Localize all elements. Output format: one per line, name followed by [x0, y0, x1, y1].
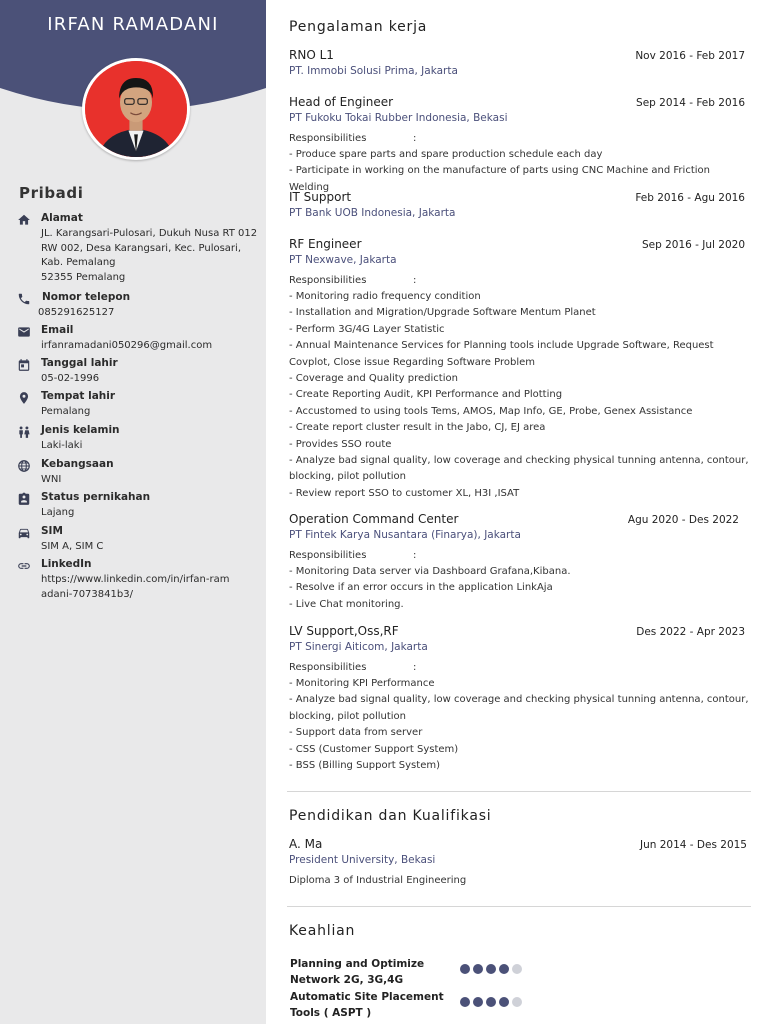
responsibility-item: - Accustomed to using tools Tems, AMOS, Map Info, GE, Probe, Genex Assistance — [289, 405, 693, 417]
section-divider — [287, 791, 751, 792]
responsibility-item: - Support data from server — [289, 727, 423, 739]
responsibility-item: - Perform 3G/4G Layer Statistic — [289, 323, 445, 335]
id-badge-icon — [17, 492, 31, 506]
phone-value: 085291625127 — [38, 307, 115, 318]
responsibility-item: - Analyze bad signal quality, low coverage and checking physical tunning antenna, contour, blocking, pilot pollution — [289, 694, 749, 722]
education-school: President University, Bekasi — [289, 854, 436, 866]
responsibility-item: - Annual Maintenance Services for Planning tools include Upgrade Software, Request Covplot, Close issue Regarding Software Problem — [289, 340, 714, 368]
responsibility-item: - BSS (Billing Support System) — [289, 760, 440, 772]
skill-name: Automatic Site Placement Tools ( ASPT ) — [290, 991, 444, 1019]
rating-dot-filled — [460, 964, 470, 974]
responsibility-item: - Monitoring Data server via Dashboard Grafana,Kibana. — [289, 566, 571, 577]
job-entry — [289, 48, 749, 82]
marital-status-value: Lajang — [41, 507, 75, 518]
personal-section-title: Pribadi — [19, 184, 84, 202]
responsibility-item: - Create report cluster result in the Jabo, CJ, EJ area — [289, 422, 546, 434]
job-title: Head of Engineer — [289, 95, 394, 109]
gender-value: Laki-laki — [41, 440, 83, 451]
driving-license-label: SIM — [41, 525, 63, 537]
responsibility-item: - Participate in working on the manufacture of parts using CNC Machine and Friction Welding — [289, 165, 710, 193]
job-title: Operation Command Center — [289, 512, 459, 526]
job-date: Feb 2016 - Agu 2016 — [635, 192, 745, 204]
education-detail: Diploma 3 of Industrial Engineering — [289, 875, 467, 886]
skill-rating — [460, 997, 522, 1007]
job-entry — [289, 95, 749, 193]
sidebar — [0, 0, 266, 1024]
responsibility-item: - Analyze bad signal quality, low coverage and checking physical tunning antenna, contour, blocking, pilot pollution — [289, 455, 749, 483]
responsibility-item: - Monitoring radio frequency condition — [289, 291, 481, 302]
rating-dot-filled — [486, 964, 496, 974]
responsibility-item: - Produce spare parts and spare production schedule each day — [289, 149, 603, 160]
skills-section-title: Keahlian — [289, 923, 356, 939]
responsibility-item: - Live Chat monitoring. — [289, 598, 404, 610]
link-icon — [17, 559, 31, 573]
responsibility-item: - Provides SSO route — [289, 438, 392, 450]
job-date: Agu 2020 - Des 2022 — [627, 514, 739, 526]
responsibility-item: - Review report SSO to customer XL, H3I ,ISAT — [289, 487, 520, 499]
responsibilities-label: Responsibilities : — [289, 133, 417, 144]
birth-date-value: 05-02-1996 — [41, 373, 100, 384]
job-date: Sep 2014 - Feb 2016 — [636, 97, 745, 109]
job-entry — [289, 237, 749, 507]
rating-dot-filled — [473, 964, 483, 974]
responsibility-item: - Create Reporting Audit, KPI Performance and Plotting — [289, 389, 563, 401]
phone-label: Nomor telepon — [42, 291, 131, 303]
responsibility-item: - Monitoring KPI Performance — [289, 678, 435, 689]
candidate-name: IRFAN RAMADANI — [47, 14, 219, 35]
education-entry — [289, 837, 749, 892]
phone-icon — [17, 292, 31, 306]
rating-dot-filled — [473, 997, 483, 1007]
responsibility-item: - Coverage and Quality prediction — [289, 373, 458, 385]
job-company: PT Sinergi Aiticom, Jakarta — [289, 641, 428, 653]
rating-dot-filled — [460, 997, 470, 1007]
address-value: JL. Karangsari-Pulosari, Dukuh Nusa RT 012 RW 002, Desa Karangsari, Kec. Pulosari, Kab. Pemalang 52355 Pemalang — [41, 228, 258, 283]
education-date: Jun 2014 - Des 2015 — [639, 839, 747, 851]
driving-license-value: SIM A, SIM C — [41, 541, 104, 552]
skill-name: Planning and Optimize Network 2G, 3G,4G — [290, 958, 425, 986]
email-icon — [17, 325, 31, 339]
job-responsibilities — [289, 676, 749, 774]
job-company: PT Fintek Karya Nusantara (Finarya), Jakarta — [289, 529, 521, 541]
job-entry — [289, 190, 749, 224]
rating-dot-empty — [512, 997, 522, 1007]
location-pin-icon — [17, 391, 31, 405]
responsibility-item: - CSS (Customer Support System) — [289, 743, 459, 755]
nationality-label: Kebangsaan — [41, 458, 114, 470]
job-title: LV Support,Oss,RF — [289, 624, 399, 638]
job-entry — [289, 512, 749, 617]
responsibilities-label: Responsibilities : — [289, 275, 417, 286]
education-degree: A. Ma — [289, 837, 323, 851]
section-divider — [287, 906, 751, 907]
linkedin-label: LinkedIn — [41, 558, 92, 570]
address-label: Alamat — [41, 212, 83, 224]
birth-date-label: Tanggal lahir — [41, 357, 118, 369]
responsibility-item: - Resolve if an error occurs in the application LinkAja — [289, 582, 553, 594]
linkedin-url[interactable]: https://www.linkedin.com/in/irfan-ramadani-7073841b3/ — [41, 574, 230, 600]
job-date: Nov 2016 - Feb 2017 — [635, 50, 745, 62]
job-responsibilities — [289, 564, 749, 613]
profile-photo — [82, 58, 190, 160]
responsibilities-label: Responsibilities : — [289, 662, 417, 673]
calendar-icon — [17, 358, 31, 372]
education-section-title: Pendidikan dan Kualifikasi — [289, 808, 492, 824]
nationality-value: WNI — [41, 474, 62, 485]
responsibilities-label: Responsibilities : — [289, 550, 417, 561]
gender-icon — [17, 425, 31, 439]
skill-rating — [460, 964, 522, 974]
email-label: Email — [41, 324, 74, 336]
job-responsibilities — [289, 147, 749, 196]
rating-dot-filled — [499, 997, 509, 1007]
birth-place-value: Pemalang — [41, 406, 91, 417]
responsibility-item: - Installation and Migration/Upgrade Software Mentum Planet — [289, 307, 596, 319]
job-date: Sep 2016 - Jul 2020 — [641, 239, 745, 251]
gender-label: Jenis kelamin — [41, 424, 120, 436]
job-title: IT Support — [289, 190, 352, 204]
marital-status-label: Status pernikahan — [41, 491, 151, 503]
job-title: RF Engineer — [289, 237, 362, 251]
experience-section-title: Pengalaman kerja — [289, 19, 428, 35]
email-value[interactable]: irfanramadani050296@gmail.com — [41, 340, 213, 351]
car-icon — [17, 526, 31, 540]
job-company: PT Nexwave, Jakarta — [289, 254, 397, 266]
birth-place-label: Tempat lahir — [41, 390, 116, 402]
job-title: RNO L1 — [289, 48, 334, 62]
job-company: PT Fukoku Tokai Rubber Indonesia, Bekasi — [289, 112, 508, 124]
rating-dot-filled — [499, 964, 509, 974]
job-company: PT Bank UOB Indonesia, Jakarta — [289, 207, 456, 219]
rating-dot-filled — [486, 997, 496, 1007]
globe-icon — [17, 459, 31, 473]
rating-dot-empty — [512, 964, 522, 974]
job-entry — [289, 624, 749, 774]
job-date: Des 2022 - Apr 2023 — [636, 626, 745, 638]
job-company: PT. Immobi Solusi Prima, Jakarta — [289, 65, 458, 77]
job-responsibilities — [289, 289, 749, 502]
home-icon — [17, 213, 31, 227]
